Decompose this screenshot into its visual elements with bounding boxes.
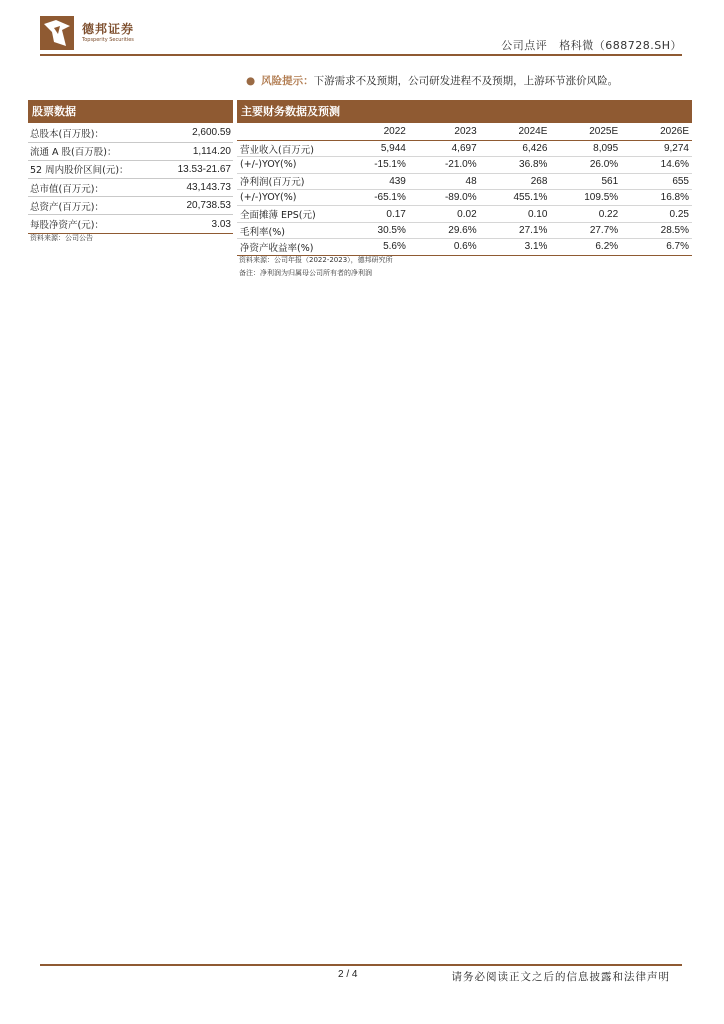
cell: 0.6% (409, 239, 480, 255)
financials-title: 主要财务数据及预测 (237, 100, 692, 123)
row-value: 43,143.73 (159, 179, 233, 197)
column-header: 2023 (409, 124, 480, 140)
column-header: 2022 (338, 124, 409, 140)
brand-name-en: Topsperity Securities (82, 37, 134, 43)
column-header: 2026E (621, 124, 692, 140)
doc-type: 公司点评 (501, 39, 548, 52)
row-label: 52 周内股价区间(元)： (28, 160, 159, 178)
table-row (28, 215, 233, 233)
row-label: 营业收入(百万元) (237, 140, 338, 156)
cell: 0.25 (621, 206, 692, 222)
cell: 3.1% (480, 239, 551, 255)
stock-data-table (28, 124, 233, 234)
cell: 0.10 (480, 206, 551, 222)
risk-text: 下游需求不及预期，公司研发进程不及预期，上游环节涨价风险。 (313, 75, 619, 87)
stock-data-title: 股票数据 (28, 100, 233, 123)
cell: 48 (409, 173, 480, 189)
cell: -89.0% (409, 190, 480, 206)
financials-source: 资料来源：公司年报（2022-2023），德邦研究所 (239, 256, 393, 264)
row-label: 总股本(百万股)： (28, 124, 159, 142)
table-header-row (237, 124, 692, 140)
row-label: (+/-)YOY(%) (237, 157, 338, 173)
cell: 9,274 (621, 140, 692, 156)
cell: 29.6% (409, 222, 480, 238)
table-row (237, 173, 692, 189)
table-row (237, 157, 692, 173)
financials-note: 备注：净利润为归属母公司所有者的净利润 (239, 269, 372, 277)
table-row (28, 197, 233, 215)
bullet-icon: ● (246, 75, 256, 87)
cell: 26.0% (550, 157, 621, 173)
risk-label: 风险提示： (261, 75, 314, 87)
cell: 14.6% (621, 157, 692, 173)
row-label: 每股净资产(元)： (28, 215, 159, 233)
brand-name-cn: 德邦证券 (82, 22, 135, 36)
row-label: 全面摊薄 EPS(元) (237, 206, 338, 222)
cell: 439 (338, 173, 409, 189)
cell: 6.2% (550, 239, 621, 255)
row-value: 2,600.59 (159, 124, 233, 142)
cell: 561 (550, 173, 621, 189)
cell: 0.17 (338, 206, 409, 222)
cell: 5.6% (338, 239, 409, 255)
table-row (28, 160, 233, 178)
table-row (237, 140, 692, 156)
table-row (28, 179, 233, 197)
row-value: 3.03 (159, 215, 233, 233)
table-row (28, 142, 233, 160)
risk-warning (246, 73, 618, 88)
row-label: (+/-)YOY(%) (237, 190, 338, 206)
table-row (237, 206, 692, 222)
cell: 27.1% (480, 222, 551, 238)
column-header: 2025E (550, 124, 621, 140)
row-value: 1,114.20 (159, 142, 233, 160)
cell: 6,426 (480, 140, 551, 156)
cell: 30.5% (338, 222, 409, 238)
cell: 0.22 (550, 206, 621, 222)
row-label: 总资产(百万元)： (28, 197, 159, 215)
cell: 655 (621, 173, 692, 189)
brand-logo-icon (40, 16, 74, 50)
row-value: 13.53-21.67 (159, 160, 233, 178)
cell: 5,944 (338, 140, 409, 156)
column-header: 2024E (480, 124, 551, 140)
table-row (237, 190, 692, 206)
stock-data-source: 资料来源：公司公告 (30, 234, 93, 242)
row-label: 总市值(百万元)： (28, 179, 159, 197)
cell: 16.8% (621, 190, 692, 206)
cell: 455.1% (480, 190, 551, 206)
cell: -15.1% (338, 157, 409, 173)
cell: 27.7% (550, 222, 621, 238)
company-name: 格科微（688728.SH） (559, 39, 682, 52)
footer-divider (40, 964, 682, 966)
financials-table (237, 124, 692, 256)
row-label: 毛利率(%) (237, 222, 338, 238)
cell: 0.02 (409, 206, 480, 222)
cell: 8,095 (550, 140, 621, 156)
table-row (28, 124, 233, 142)
table-row (237, 222, 692, 238)
cell: 268 (480, 173, 551, 189)
cell: 36.8% (480, 157, 551, 173)
table-row (237, 239, 692, 255)
cell: -21.0% (409, 157, 480, 173)
cell: -65.1% (338, 190, 409, 206)
cell: 6.7% (621, 239, 692, 255)
disclaimer: 请务必阅读正文之后的信息披露和法律声明 (451, 971, 670, 983)
header-report-info (501, 37, 682, 53)
page-number: 2 / 4 (338, 969, 358, 980)
cell: 4,697 (409, 140, 480, 156)
header-divider (40, 54, 682, 56)
page-header (0, 0, 724, 60)
row-value: 20,738.53 (159, 197, 233, 215)
cell: 28.5% (621, 222, 692, 238)
cell: 109.5% (550, 190, 621, 206)
row-label: 净资产收益率(%) (237, 239, 338, 255)
row-label: 净利润(百万元) (237, 173, 338, 189)
row-label: 流通 A 股(百万股)： (28, 142, 159, 160)
